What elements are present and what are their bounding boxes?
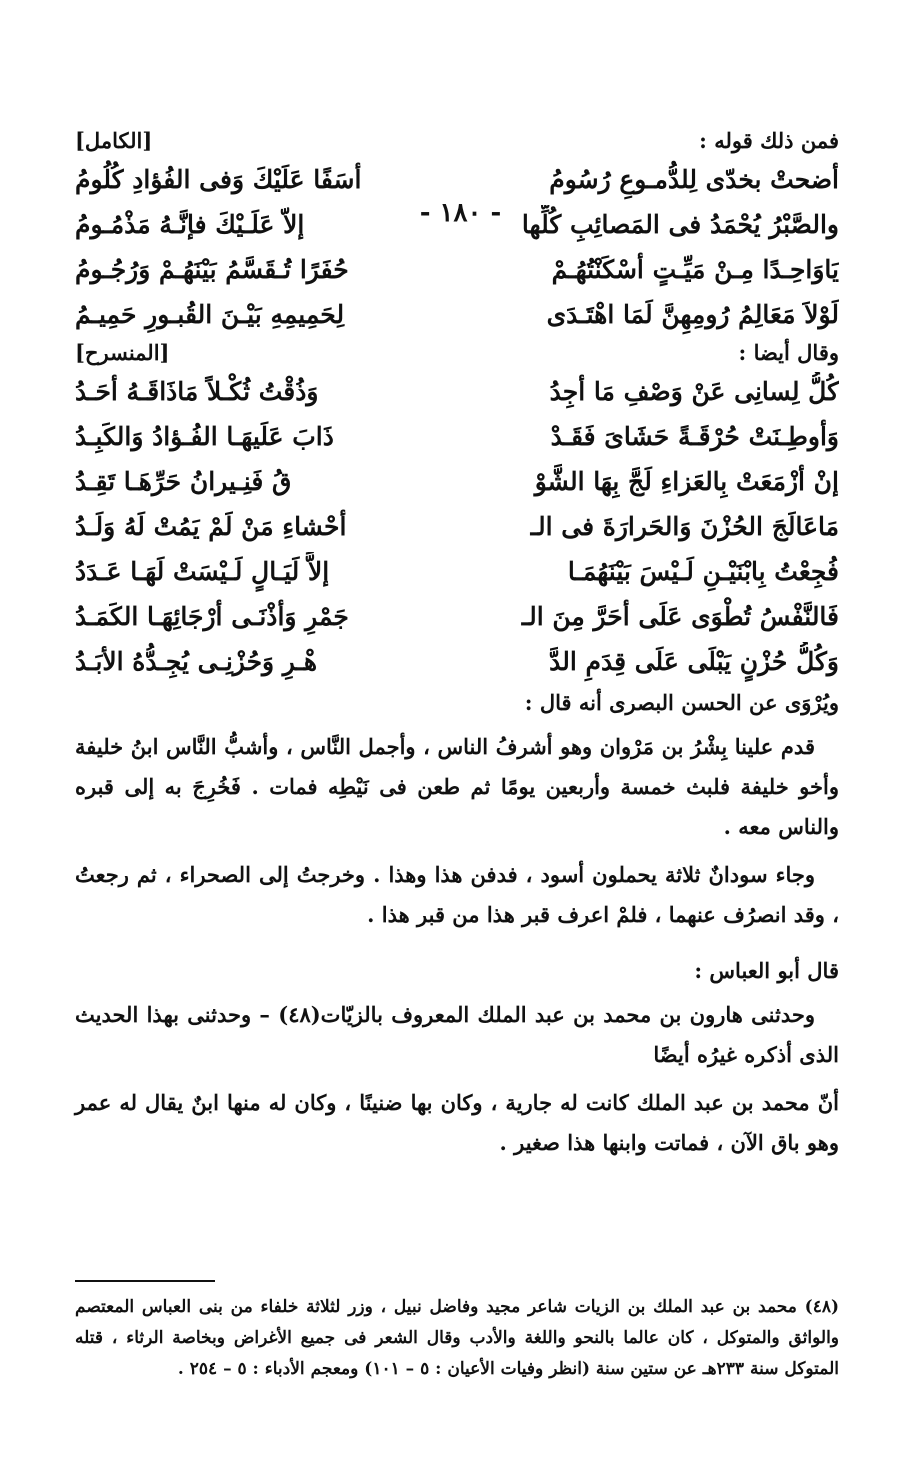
hemistich-second: هْـرِ وَحُزْنِـى يُجِـدُّهُ الأبَـدُ: [75, 647, 318, 676]
poem1-intro: فمن ذلك قوله :: [699, 128, 839, 153]
narrative-body-4: [75, 1083, 839, 1163]
hemistich-second: جَمْرِ وَأذْنَـى أرْجَائِهَـا الكَمَـدُ: [75, 602, 349, 631]
hemistich-first: إنْ أزْمَعَتْ بِالعَزاءِ لَجَّ بِهَا الشَّوْ: [534, 467, 839, 496]
narrative-body-3: [75, 995, 839, 1075]
poem2-header: [75, 340, 839, 372]
footnote: (٤٨) محمد بن عبد الملك بن الزيات شاعر مجيد وفاضل نبيل ، وزر لثلاثة خلفاء من بنى العباس المعتصم والواثق والمتوكل ، كان عالما بالنحو واللغة والأدب وقال الشعر فى جميع الأغراض وبخاصة الرثاء ، قتله المتوكل سنة ٢٣٣هـ عن ستين سنة (انظر وفيات الأعيان : ٥ – ١٠١) ومعجم الأدباء : ٥ – ٢٥٤ .: [75, 1297, 839, 1379]
hemistich-second: أسَفًا عَلَيْكَ وَفى الفُؤادِ كُلُومُ: [75, 165, 362, 194]
poem2-verse-2: [75, 417, 839, 462]
hemistich-first: فَالنَّفْسُ تُطْوَى عَلَى أحَرَّ مِنَ الـ: [521, 602, 839, 631]
paragraph-burial: وجاء سودانٌ ثلاثة يحملون أسود ، فدفن هذا وهذا . وخرجتُ إلى الصحراء ، ثم رجعتُ ، وقد انصرُف عنهما ، فلمْ اعرف قبر هذا من قبر هذا .: [75, 862, 839, 927]
poem2-verse-3: [75, 462, 839, 507]
narrative-intro: ويُرْوَى عن الحسن البصرى أنه قال :: [524, 690, 839, 715]
hemistich-first: كُلُّ لِسانِى عَنْ وَصْفِ مَا أجِدُ: [549, 377, 839, 406]
paragraph-harun: وحدثنى هارون بن محمد بن عبد الملك المعروف بالزيّات(٤٨) – وحدثنى بهذا الحديث الذى أذكره غيرُه أيضًا: [75, 1002, 839, 1067]
page-number: - ١٨٠ -: [419, 198, 502, 228]
hemistich-second: لِحَمِيمِهِ بَيْـنَ القُبـورِ حَمِيـمُ: [75, 300, 345, 329]
narrative-body: [75, 727, 839, 847]
footnote-separator: [75, 1280, 215, 1282]
hemistich-first: مَاعَالَجَ الحُزْنَ وَالحَرارَةَ فى الـ: [530, 512, 839, 541]
poem1-header: [75, 128, 839, 160]
hemistich-first: لَوْلاَ مَعَالِمُ رُومِهِنَّ لَمَا اهْتَـدَى: [546, 300, 839, 329]
book-page: [0, 128, 921, 1483]
hemistich-second: قُ فَنِـيرانُ حَرِّهَـا تَقِـدُ: [75, 467, 292, 496]
poem2-verse-1: [75, 372, 839, 417]
hemistich-first: فُجِعْتُ بِابْنَيْـنِ لَـيْسَ بَيْنَهُمَـا: [567, 557, 839, 586]
section-heading: قال أبو العباس :: [694, 958, 839, 983]
hemistich-first: وَأوطِـنَتْ حُرْقَـةً حَشَاىَ فَقَـدْ: [550, 422, 839, 451]
poem2-verse-4: [75, 507, 839, 552]
poem1-verse-3: [75, 250, 839, 295]
poem2-meter: [المنسرح]: [75, 340, 170, 365]
hemistich-second: ذَابَ عَلَيهَـا الفُـؤادُ وَالكَبِـدُ: [75, 422, 334, 451]
hemistich-first: أضحتْ بخدّى لِلدُّمـوعِ رُسُومُ: [549, 165, 839, 194]
paragraph-jariya: أنّ محمد بن عبد الملك كانت له جارية ، وكان بها ضنينًا ، وكان له منها ابنٌ يقال له عمر وهو باق الآن ، فماتت وابنها هذا صغير .: [75, 1090, 839, 1155]
hemistich-first: والصَّبْرُ يُحْمَدُ فى المَصائِبِ كُلِّها: [521, 210, 839, 239]
poem2-intro: وقال أيضا :: [738, 340, 839, 365]
paragraph-bishr: قدم علينا بِشْرُ بن مَرْوان وهو أشرفُ الناس ، وأجمل النَّاس ، وأشبُّ النَّاس ابنُ خليفة وأخو خليفة فلبث خمسة وأربعين يومًا ثم طعن فى نَيْطِه فمات . فَخُرِجَ به إلى قبره والناس معه .: [75, 734, 839, 839]
hemistich-second: إلاَّ لَيَـالٍ لَـيْسَتْ لَهَـا عَـدَدُ: [75, 557, 330, 586]
poem1-meter: [الكامل]: [75, 128, 153, 153]
poem1-verse-4: [75, 295, 839, 340]
poem2-verse-7: [75, 642, 839, 687]
hemistich-second: حُفَرًا تُـقَسَّمُ بَيْنَهُـمْ وَرُجُـومُ: [75, 255, 349, 284]
poem2-verse-5: [75, 552, 839, 597]
hemistich-second: إلاّ عَلَـيْكَ فإنَّـهُ مَذْمُـومُ: [75, 210, 305, 239]
hemistich-second: وَذُقْتُ ثُكْـلاً مَاذَاقَـهُ أحَـدُ: [75, 377, 319, 406]
hemistich-first: يَاوَاحِـدًا مِـنْ مَيِّـتٍ أسْكَنْتُهُـمْ: [551, 255, 839, 284]
hemistich-second: أحْشاءِ مَنْ لَمْ يَمُتْ لَهُ وَلَـدُ: [75, 512, 347, 541]
poem2-verse-6: [75, 597, 839, 642]
hemistich-first: وَكُلُّ حُزْنٍ يَبْلَى عَلَى قِدَمِ الدَّ: [549, 647, 839, 676]
narrative-body-2: [75, 855, 839, 935]
